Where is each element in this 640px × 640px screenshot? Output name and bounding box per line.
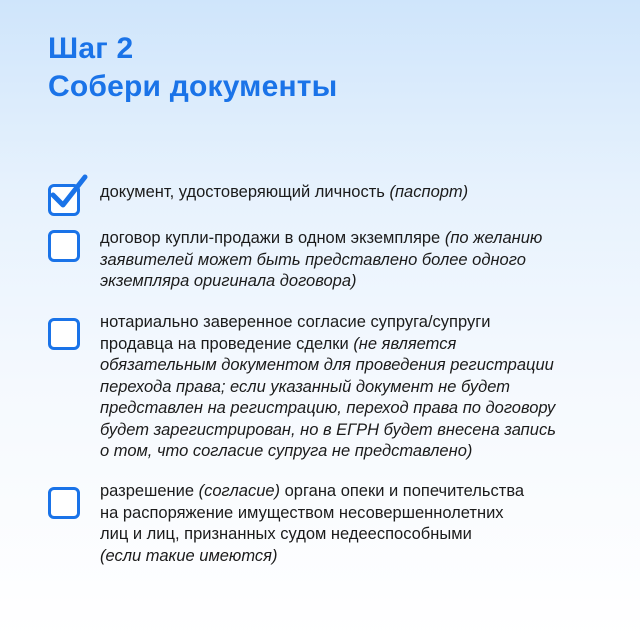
step-label: Шаг 2 <box>48 32 134 65</box>
checklist-item-contract[interactable] <box>48 228 608 294</box>
checklist-item-text: договор купли-продажи в одном экземпляре (по желанию заявителей может быть представлено более одного экземпляра оригинала договора) <box>100 229 543 290</box>
checklist-item-text: документ, удостоверяющий личность (паспорт) <box>100 183 469 201</box>
page-subtitle: Собери документы <box>48 70 338 103</box>
checklist-item-passport[interactable] <box>48 182 608 218</box>
page-title <box>48 30 338 106</box>
checkbox-checked[interactable] <box>48 184 80 216</box>
checklist-item-text: нотариально заверенное согласие супруга/супруги продавца на проведение сделки (не является обязательным документом для проведения регистрации перехода права; если указанный документ не будет представлен на регистрацию, переход права по договору будет зарегистрирован, но в ЕГРН будет внесена запись о том, что согласие супруга не представлено) <box>100 313 556 460</box>
checklist-item-spouse-consent[interactable] <box>48 312 608 462</box>
checkmark-icon <box>49 173 91 215</box>
checkbox-unchecked[interactable] <box>48 318 80 350</box>
checklist-item-text: разрешение (согласие) органа опеки и попечительства на распоряжение имуществом несовершеннолетних лиц и лиц, признанных судом недееспособными (если такие имеются) <box>100 482 525 565</box>
checkbox-unchecked[interactable] <box>48 230 80 262</box>
checkbox-unchecked[interactable] <box>48 487 80 519</box>
checklist-item-guardianship-permission[interactable] <box>48 481 608 569</box>
